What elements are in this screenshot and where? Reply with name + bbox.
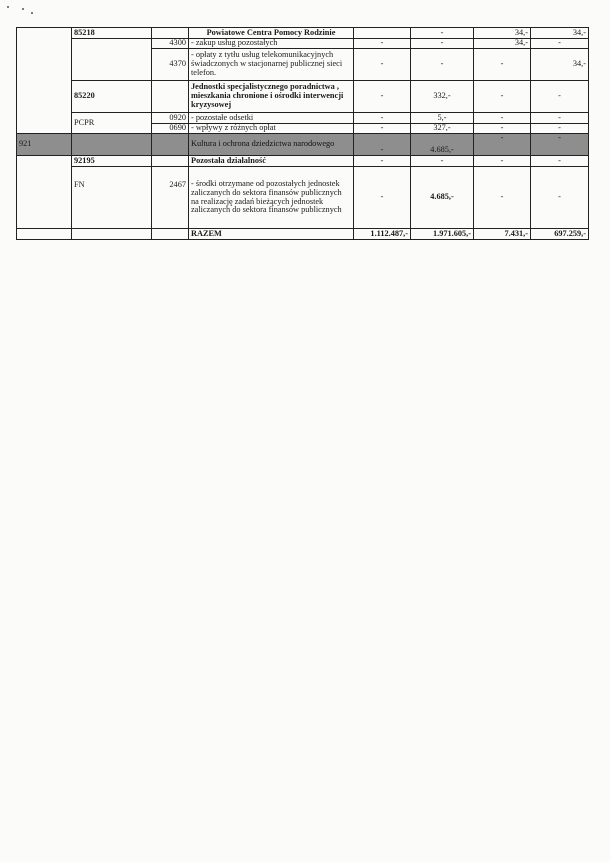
value-cell: - [531, 124, 589, 134]
value-cell: - [474, 81, 531, 113]
table-row [17, 134, 589, 156]
total-value-cell: 1.112.487,- [354, 229, 411, 240]
value-cell: - [354, 49, 411, 81]
paragraph-cell [152, 81, 189, 113]
unit-cell: FN [72, 167, 152, 229]
item-name-cell: - zakup usług pozostałych [189, 39, 354, 49]
section-cell [17, 167, 72, 229]
table-row [17, 156, 589, 167]
total-value-cell: 697.259,- [531, 229, 589, 240]
item-name-cell: Powiatowe Centra Pomocy Rodzinie [189, 28, 354, 39]
value-cell: - [474, 167, 531, 229]
section-cell [17, 81, 72, 113]
paragraph-cell [152, 28, 189, 39]
total-value-cell: 1.971.605,- [411, 229, 474, 240]
value-cell: - [354, 113, 411, 124]
chapter-cell: 85220 [72, 81, 152, 113]
value-cell: - [354, 134, 411, 156]
value-cell: - [474, 156, 531, 167]
value-cell: - [531, 134, 589, 156]
table-row [17, 229, 589, 240]
section-cell: 921 [17, 134, 72, 156]
item-name-cell: Pozostała działalność [189, 156, 354, 167]
value-cell: - [411, 28, 474, 39]
table-row [17, 39, 589, 49]
value-cell: - [474, 49, 531, 81]
value-cell: - [354, 81, 411, 113]
value-cell: 4.685,- [411, 134, 474, 156]
value-cell: 327,- [411, 124, 474, 134]
budget-table [16, 27, 589, 240]
value-cell: - [531, 156, 589, 167]
value-cell: - [354, 39, 411, 49]
value-cell: 332,- [411, 81, 474, 113]
value-cell: - [411, 156, 474, 167]
item-name-cell: - opłaty z tytłu usług telekomunikacyjnych świadczonych w stacjonarnej publicznej sieci telefon. [189, 49, 354, 81]
section-cell [17, 49, 72, 81]
section-cell [17, 28, 72, 39]
chapter-cell [72, 49, 152, 81]
value-cell: 34,- [531, 49, 589, 81]
value-cell: - [354, 167, 411, 229]
value-cell: 4.685,- [411, 167, 474, 229]
value-cell: - [354, 156, 411, 167]
table-row [17, 81, 589, 113]
paragraph-cell: 0690 [152, 124, 189, 134]
section-cell [17, 156, 72, 167]
value-cell: - [531, 167, 589, 229]
paragraph-cell [152, 134, 189, 156]
paragraph-cell [152, 156, 189, 167]
table-row [17, 113, 589, 124]
table-row [17, 167, 589, 229]
value-cell: - [531, 113, 589, 124]
item-name-cell: Jednostki specjalistycznego poradnictwa , mieszkania chronione i ośrodki interwencji kryzysowej [189, 81, 354, 113]
section-cell [17, 113, 72, 124]
value-cell: - [474, 134, 531, 156]
value-cell: 5,- [411, 113, 474, 124]
value-cell: - [411, 49, 474, 81]
section-cell [17, 229, 72, 240]
item-name-cell: - pozostałe odsetki [189, 113, 354, 124]
value-cell: - [531, 81, 589, 113]
value-cell: - [474, 113, 531, 124]
unit-cell: PCPR [72, 113, 152, 134]
section-cell [17, 124, 72, 134]
value-cell: - [411, 39, 474, 49]
value-cell [354, 28, 411, 39]
total-label-cell: RAZEM [189, 229, 354, 240]
value-cell: - [531, 39, 589, 49]
paragraph-cell: 4300 [152, 39, 189, 49]
paragraph-cell [152, 229, 189, 240]
paragraph-cell: 0920 [152, 113, 189, 124]
value-cell: 34,- [474, 39, 531, 49]
chapter-cell: 92195 [72, 156, 152, 167]
table-row [17, 28, 589, 39]
section-cell [17, 39, 72, 49]
scan-speck [31, 12, 33, 14]
item-name-cell: - wpływy z różnych opłat [189, 124, 354, 134]
table-row [17, 49, 589, 81]
scan-speck [7, 6, 9, 8]
value-cell: 34,- [474, 28, 531, 39]
item-name-cell: Kultura i ochrona dziedzictwa narodowego [189, 134, 354, 156]
value-cell: - [474, 124, 531, 134]
value-cell: 34,- [531, 28, 589, 39]
chapter-cell [72, 229, 152, 240]
chapter-cell: 85218 [72, 28, 152, 39]
chapter-cell [72, 39, 152, 49]
scan-speck [22, 8, 24, 10]
paragraph-cell: 4370 [152, 49, 189, 81]
item-name-cell: - środki otrzymane od pozostałych jednostek zaliczanych do sektora finansów publicznych na realizację zadań bieżących jednostek zaliczanych do sektora finansów publicznych [189, 167, 354, 229]
paragraph-cell: 2467 [152, 167, 189, 229]
value-cell: - [354, 124, 411, 134]
chapter-cell [72, 134, 152, 156]
total-value-cell: 7.431,- [474, 229, 531, 240]
